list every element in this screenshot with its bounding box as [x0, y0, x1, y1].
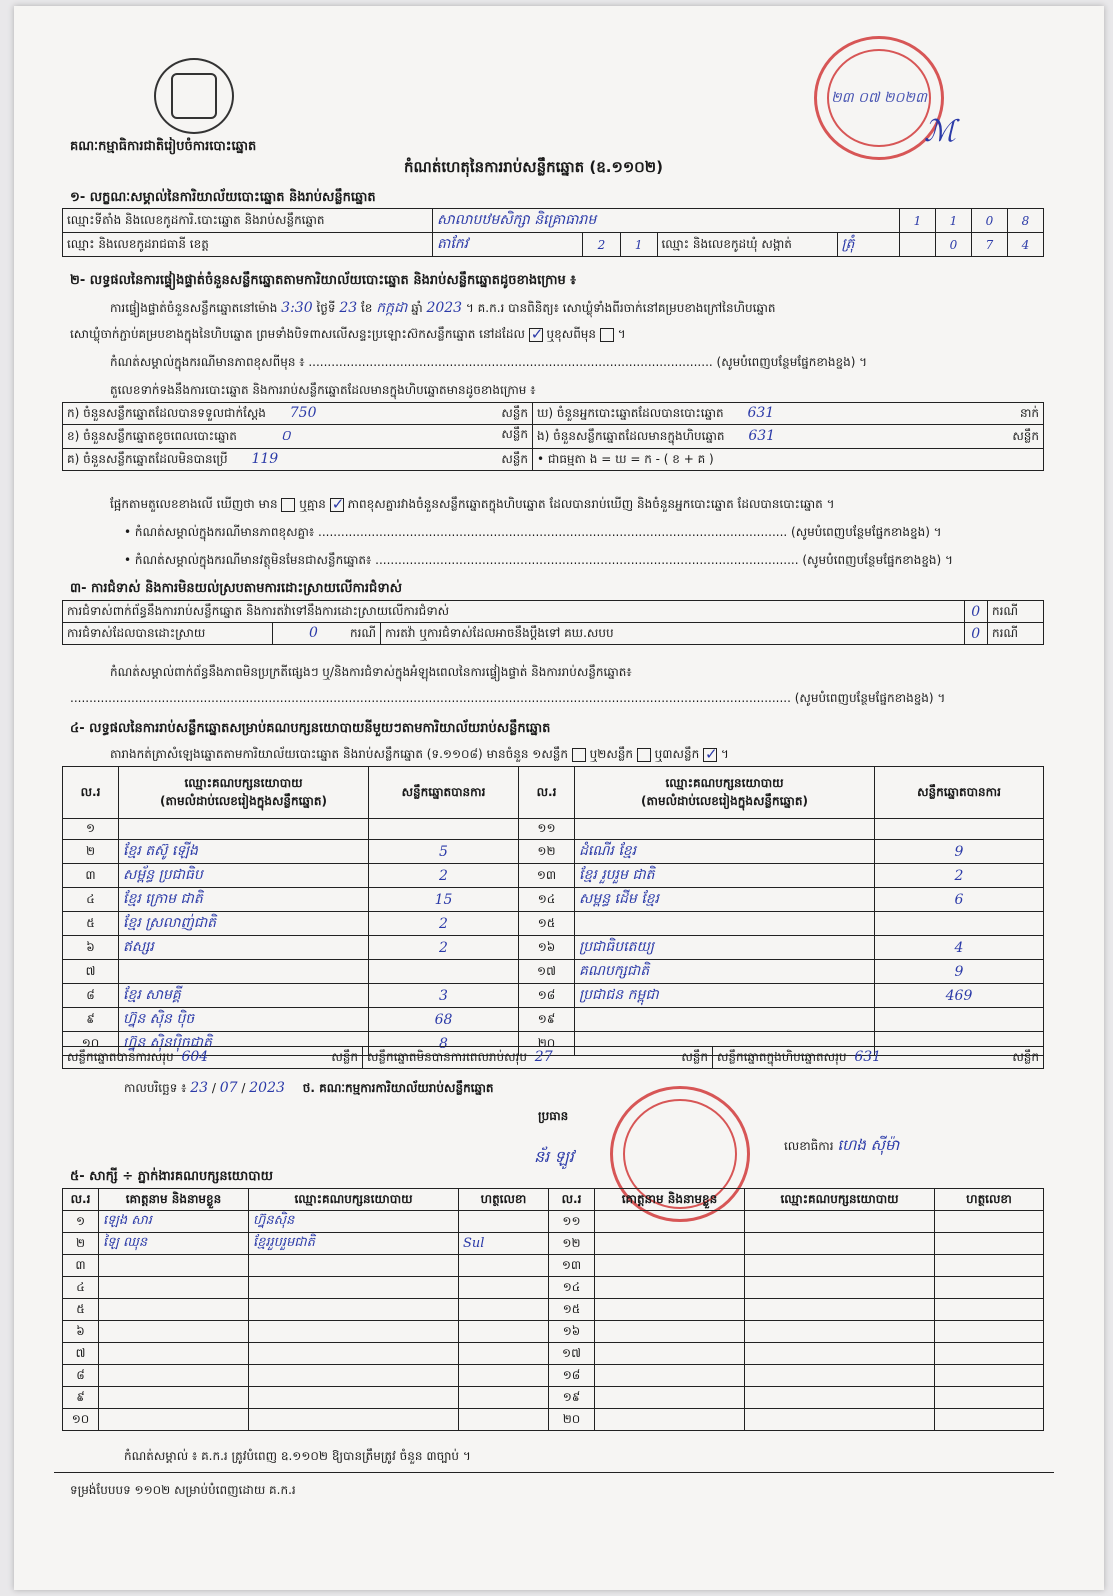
section2-heading: ២- លទ្ធផលនៃការផ្ទៀងផ្ទាត់ចំនួនសន្លឹកឆ្នោតតាមការិយាល័យបោះឆ្នោត និងរាប់សន្លឹកឆ្នោតដូចខាងក្រោម ៖	[70, 273, 576, 288]
results-votes-cell: 5	[369, 840, 519, 864]
seal-status-line: សោឃ្លុំចាក់ភ្ជាប់គម្របខាងក្នុងនៃហិបឆ្នោត ព្រមទាំងបិទពាសលើសន្ទះប្រឡោះស៊កសន្លឹកឆ្នោត នៅដដែល ✓ ឬខុសពីមុន ។	[70, 326, 626, 344]
two-sheet-checkbox[interactable]	[637, 748, 651, 762]
unchanged-checkbox[interactable]	[529, 328, 543, 342]
results-party-cell: ដំណើរ ខ្មែរ	[575, 840, 875, 864]
witness-cell: ១៥	[549, 1299, 595, 1321]
results-totals: សន្លឹកឆ្នោតបានការសរុប 604 សន្លឹក សន្លឹកឆ្នោតមិនបានការពេលរាប់សរុប 27 សន្លឹក សន្លឹកឆ្នោតក្នុងហិបឆ្នោតសរុប 631 សន្លឹក	[62, 1046, 1044, 1069]
results-party-cell: ឥស្សរ	[119, 936, 369, 960]
results-votes-cell: 9	[875, 960, 1044, 984]
form-footer: ទម្រង់បែបបទ ១១០២ សម្រាប់បំពេញដោយ គ.ក.រ	[70, 1483, 296, 1497]
results-no-cell: ១១	[519, 819, 575, 840]
witness-cell	[935, 1233, 1044, 1255]
witness-cell	[935, 1343, 1044, 1365]
location-code-1: 1	[900, 209, 936, 233]
witness-cell	[249, 1277, 459, 1299]
results-votes-cell: 68	[369, 1008, 519, 1032]
results-no-cell: ៣	[63, 864, 119, 888]
witness-cell: ៨	[63, 1365, 99, 1387]
secretary-signature: ហេង ស៊ីម៉ា	[837, 1136, 900, 1154]
witness-cell	[249, 1299, 459, 1321]
section5-heading: ៥- សាក្សី ÷ ភ្នាក់ងារគណបក្សនយោបាយ	[70, 1169, 273, 1184]
appeal-label: ការតវ៉ា ឬការជំទាស់ដែលអាចនឹងប្តឹងទៅ គឃ.សបប	[381, 623, 964, 645]
figure-b-label: ខ) ចំនួនសន្លឹកឆ្នោតខូចពេលបោះឆ្នោត	[67, 429, 237, 443]
witness-row	[63, 1409, 1044, 1431]
one-sheet-checkbox[interactable]	[572, 748, 586, 762]
witness-note: កំណត់សម្គាល់ ៖ គ.ក.រ ត្រូវបំពេញ ឧ.១១០២ ឱ្យបានត្រឹមត្រូវ ចំនួន ៣ច្បាប់ ។	[124, 1449, 471, 1463]
date-month: 07	[219, 1080, 238, 1096]
commune-code-2: 7	[972, 233, 1008, 257]
witness-cell	[935, 1211, 1044, 1233]
figures-table: ក) ចំនួនសន្លឹកឆ្នោតដែលបានទទួលជាក់ស្តែង 750 សន្លឹក ឃ) ចំនួនអ្នកបោះឆ្នោតដែលបានបោះឆ្នោត 631 នាក់ ខ) ចំនួនសន្លឹកឆ្នោតខូចពេលបោះឆ្នោត ០ សន្លឹក ង) ចំនួនសន្លឹកឆ្នោតដែលមានក្នុងហិបឆ្នោត 631 សន្លឹក គ) ចំនួនសន្លឹកឆ្នោតដែលមិនបានប្រើ 119 សន្លឹក • ជាធម្មតា ង = ឃ = ក - ( ខ + គ )	[62, 402, 1044, 471]
results-no-cell: ១៦	[519, 936, 575, 960]
results-votes-cell	[875, 819, 1044, 840]
witness-cell: ១	[63, 1211, 99, 1233]
results-party-cell	[119, 960, 369, 984]
witness-cell	[595, 1409, 745, 1431]
results-party-cell: ហ្វ៊ុន ស៊ិន ប៉ិច	[119, 1008, 369, 1032]
witness-cell: ២០	[549, 1409, 595, 1431]
province-value: តាកែវ	[433, 233, 583, 257]
commune-code-3: 4	[1008, 233, 1044, 257]
witness-cell: ១២	[549, 1233, 595, 1255]
verification-line: ការផ្ទៀងផ្ទាត់ចំនួនសន្លឹកឆ្នោតនៅម៉ោង 3:30 ថ្ងៃទី 23 ខែ កក្កដា ឆ្នាំ 2023 ។ គ.ក.រ បានពិនិត្យ៖ សោឃ្លុំទាំងពីរចាក់នៅគម្របខាងក្រៅនៃហិបឆ្នោត	[110, 300, 776, 316]
results-votes-cell: 9	[875, 840, 1044, 864]
results-party-cell: ប្រជាជន កម្ពុជា	[575, 984, 875, 1008]
witness-row	[63, 1365, 1044, 1387]
verification-year: 2023	[426, 300, 463, 316]
results-votes-cell: 15	[369, 888, 519, 912]
results-votes-cell	[369, 960, 519, 984]
witness-cell	[595, 1211, 745, 1233]
witness-row	[63, 1211, 1044, 1233]
document-page	[14, 6, 1104, 1590]
section1-heading: ១- លក្ខណៈសម្គាល់នៃការិយាល័យបោះឆ្នោត និងរាប់សន្លឹកឆ្នោត	[70, 190, 376, 205]
results-row	[63, 912, 1044, 936]
results-votes-cell	[369, 819, 519, 840]
results-no-cell: ១០	[63, 1032, 119, 1056]
date-line: កាលបរិច្ឆេទ ៖ 23 / 07 / 2023 ថ. គណៈកម្មការការិយាល័យរាប់សន្លឹកឆ្នោត	[124, 1080, 494, 1096]
figure-a-value: 750	[289, 404, 317, 421]
witness-cell	[249, 1387, 459, 1409]
witness-cell: ៥	[63, 1299, 99, 1321]
witness-cell: ហ្វ៊ុនស៊ិន	[249, 1211, 459, 1233]
witness-cell	[745, 1409, 935, 1431]
province-code-1: 2	[583, 233, 621, 257]
figure-e-value: 631	[748, 427, 776, 444]
results-votes-cell: 469	[875, 984, 1044, 1008]
figure-b-value: ០	[280, 428, 291, 444]
changed-checkbox[interactable]	[600, 328, 614, 342]
witness-cell	[745, 1277, 935, 1299]
date-day: 23	[190, 1080, 209, 1096]
witness-cell	[745, 1343, 935, 1365]
witness-cell	[935, 1277, 1044, 1299]
location-value: សាលាបឋមសិក្សា និគ្រោធារាម	[433, 209, 900, 233]
objections-table: ការជំទាស់ពាក់ព័ន្ធនឹងការរាប់សន្លឹកឆ្នោត និងការតវ៉ាទៅនឹងការដោះស្រាយលើការជំទាស់ 0 ករណី ការជំទាស់ដែលបានដោះស្រាយ 0 ករណី ការតវ៉ា ឬការជំទាស់ដែលអាចនឹងប្តឹងទៅ គឃ.សបប 0 ករណី	[62, 600, 1044, 645]
results-party-cell	[575, 1008, 875, 1032]
witness-cell	[99, 1409, 249, 1431]
province-label: ឈ្មោះ និងលេខកូដរាជធានី ខេត្ត	[63, 233, 433, 257]
witness-cell: ២	[63, 1233, 99, 1255]
irregularity-fill: ............................................................................................................................................................................................. (សូមបំពេញបន្ថែមផ្នែកខាងខ្នង) ។	[70, 691, 946, 705]
results-votes-cell: 6	[875, 888, 1044, 912]
date-year: 2023	[249, 1080, 285, 1096]
results-no-cell: ១៨	[519, 984, 575, 1008]
results-party-cell: សម្ព័ន្ធ ប្រជាធិប	[119, 864, 369, 888]
results-votes-cell: 3	[369, 984, 519, 1008]
foreign-object-note: • កំណត់សម្គាល់ក្នុងករណីមានវត្ថុមិនមែនជាសន្លឹកឆ្នោត៖ ............................................................................................................... (សូមបំពេញបន្ថែមផ្នែកខាងខ្នង) ។	[124, 553, 953, 567]
results-no-cell: ៧	[63, 960, 119, 984]
witness-cell	[595, 1277, 745, 1299]
objection-value: 0	[964, 601, 987, 623]
chair-signature: ន័រ ឡូវ	[534, 1147, 574, 1166]
chair-label: ប្រធាន	[538, 1109, 569, 1123]
section3-heading: ៣- ការជំទាស់ និងការមិនយល់ស្របតាមការដោះស្រាយលើការជំទាស់	[70, 581, 402, 596]
difference-note: • កំណត់សម្គាល់ក្នុងករណីមានភាពខុសគ្នា៖ ........................................................................................................................... (សូមបំពេញបន្ថែមផ្នែកខាងខ្នង) ។	[124, 525, 942, 539]
results-no-cell: ២	[63, 840, 119, 864]
tally-sheet-line: តារាងកត់ត្រាសំឡេងឆ្នោតតាមការិយាល័យបោះឆ្នោត និងរាប់សន្លឹកឆ្នោត (ទ.១១០៨) មានចំនួន ១សន្លឹក ឬ២សន្លឹក ឬ៣សន្លឹក ✓ ។	[110, 746, 729, 764]
witness-cell	[459, 1387, 549, 1409]
results-votes-cell: 4	[875, 936, 1044, 960]
results-party-cell: ខ្មែរ រួបរួម ជាតិ	[575, 864, 875, 888]
results-votes-cell: 2	[369, 864, 519, 888]
witness-cell	[745, 1365, 935, 1387]
no-difference-checkbox[interactable]	[330, 498, 344, 512]
witness-cell	[595, 1321, 745, 1343]
results-votes-cell: 8	[369, 1032, 519, 1056]
witness-cell	[595, 1343, 745, 1365]
witness-cell	[595, 1299, 745, 1321]
results-party-cell: ខ្មែរ តស៊ូ ឡើង	[119, 840, 369, 864]
secretary-line: លេខាធិការ ហេង ស៊ីម៉ា	[784, 1136, 900, 1154]
figure-c-value: 119	[251, 450, 279, 467]
witness-cell	[595, 1255, 745, 1277]
results-no-cell: ១២	[519, 840, 575, 864]
results-party-cell: ខ្មែរ ក្រោម ជាតិ	[119, 888, 369, 912]
witness-cell	[745, 1233, 935, 1255]
results-party-cell: គណបក្សជាតិ	[575, 960, 875, 984]
results-no-cell: ៥	[63, 912, 119, 936]
province-code-2: 1	[621, 233, 657, 256]
official-stamp-top: ២៣ ០៧ ២០២៣	[814, 36, 944, 160]
witness-cell	[99, 1299, 249, 1321]
figure-e-label: ង) ចំនួនសន្លឹកឆ្នោតដែលមានក្នុងហិបឆ្នោត	[537, 428, 725, 443]
three-sheet-checkbox[interactable]	[703, 748, 717, 762]
witness-cell	[935, 1365, 1044, 1387]
section4-heading: ៤- លទ្ធផលនៃការរាប់សន្លឹកឆ្នោតសម្រាប់គណបក្សនយោបាយនីមួយៗតាមការិយាល័យរាប់សន្លឹកឆ្នោត	[70, 721, 551, 736]
witness-cell: ១១	[549, 1211, 595, 1233]
results-no-cell: ១៣	[519, 864, 575, 888]
commune-value: ត្រុំ	[841, 236, 855, 252]
witness-row	[63, 1321, 1044, 1343]
witness-cell	[459, 1409, 549, 1431]
witness-cell	[459, 1343, 549, 1365]
results-party-cell: ខ្មែរ សាមគ្គី	[119, 984, 369, 1008]
location-code-3: 0	[972, 209, 1008, 233]
witness-cell	[99, 1255, 249, 1277]
results-row	[63, 888, 1044, 912]
witness-cell: Sul	[459, 1233, 549, 1255]
results-votes-cell: 2	[875, 864, 1044, 888]
difference-check-line: ផ្អែកតាមតួលេខខាងលើ ឃើញថា មាន ឬគ្មាន ✓ ភាពខុសគ្នារវាងចំនួនសន្លឹកឆ្នោតក្នុងហិបឆ្នោត ដែលបានរាប់ឃើញ និងចំនួនអ្នកបោះឆ្នោត ដែលបានបោះឆ្នោត ។	[110, 496, 835, 514]
witness-cell: ១៩	[549, 1387, 595, 1409]
witness-cell: ១៧	[549, 1343, 595, 1365]
results-row	[63, 984, 1044, 1008]
witness-cell	[595, 1387, 745, 1409]
figures-intro: តួលេខទាក់ទងនឹងការបោះឆ្នោត និងការរាប់សន្លឹកឆ្នោតដែលមានក្នុងហិបឆ្នោតមានដូចខាងក្រោម ៖	[110, 383, 536, 397]
witness-cell	[459, 1321, 549, 1343]
figure-c-label: គ) ចំនួនសន្លឹកឆ្នោតដែលមិនបានប្រើ	[67, 451, 228, 466]
results-no-cell: ១៩	[519, 1008, 575, 1032]
witness-cell: ឡេង សារ	[99, 1211, 249, 1233]
appeal-value: 0	[964, 623, 987, 645]
results-row	[63, 864, 1044, 888]
witness-cell	[459, 1255, 549, 1277]
witness-cell	[935, 1255, 1044, 1277]
objection-label: ការជំទាស់ពាក់ព័ន្ធនឹងការរាប់សន្លឹកឆ្នោត និងការតវ៉ាទៅនឹងការដោះស្រាយលើការជំទាស់	[63, 601, 965, 623]
results-votes-cell: 2	[369, 936, 519, 960]
witness-cell	[249, 1321, 459, 1343]
results-row	[63, 936, 1044, 960]
witness-cell: ១៦	[549, 1321, 595, 1343]
witness-cell	[935, 1321, 1044, 1343]
verification-time: 3:30	[281, 300, 313, 316]
verification-month: កក្កដា	[376, 300, 408, 316]
results-row	[63, 819, 1044, 840]
irregularity-note: កំណត់សម្គាល់ពាក់ព័ន្ធនឹងភាពមិនប្រក្រតីផ្សេងៗ ឬ/និងការជំទាស់ក្នុងអំឡុងពេលនៃការផ្ទៀងផ្ទាត់ និងការរាប់សន្លឹកឆ្នោត៖	[110, 665, 632, 679]
results-row	[63, 1008, 1044, 1032]
resolved-value: 0	[309, 624, 318, 641]
witness-cell	[99, 1365, 249, 1387]
witness-cell	[595, 1233, 745, 1255]
witness-cell	[935, 1299, 1044, 1321]
witness-row	[63, 1233, 1044, 1255]
resolved-label: ការជំទាស់ដែលបានដោះស្រាយ	[63, 623, 273, 645]
witness-row	[63, 1343, 1044, 1365]
org-name: គណៈកម្មាធិការជាតិរៀបចំការបោះឆ្នោត	[70, 139, 257, 154]
location-code-4: 8	[1008, 209, 1044, 233]
results-row	[63, 840, 1044, 864]
verification-day: 23	[339, 300, 358, 316]
witness-cell: ឡៃ ឈុន	[99, 1233, 249, 1255]
witness-cell: ៩	[63, 1387, 99, 1409]
results-votes-cell: 2	[369, 912, 519, 936]
results-no-cell: ៦	[63, 936, 119, 960]
witness-cell: ១៣	[549, 1255, 595, 1277]
signature-top: ℳ	[924, 114, 957, 149]
location-label: ឈ្មោះទីតាំង និងលេខកូដការិ.បោះឆ្នោត និងរាប់សន្លឹកឆ្នោត	[63, 209, 433, 233]
results-no-cell: ២០	[519, 1032, 575, 1056]
witness-cell	[745, 1299, 935, 1321]
witness-cell: ៧	[63, 1343, 99, 1365]
witness-row	[63, 1387, 1044, 1409]
witness-cell: ៤	[63, 1277, 99, 1299]
results-table: ល.រ ឈ្មោះគណបក្សនយោបាយ (តាមលំដាប់លេខរៀងក្នុងសន្លឹកឆ្នោត) សន្លឹកឆ្នោតបានការ ល.រ ឈ្មោះគណបក្សនយោបាយ (តាមលំដាប់លេខរៀងក្នុងសន្លឹកឆ្នោត) សន្លឹកឆ្នោតបានការ ១ ១១ ២ ខ្មែរ តស៊ូ ឡើង 5 ១២ ដំណើរ ខ្មែរ 9 ៣ សម្ព័ន្ធ ប្រជាធិប 2 ១៣ ខ្មែរ រួបរួម ជាតិ 2 ៤ ខ្មែរ ក្រោម ជាតិ 15 ១៤ សម្ពន្ធ ដើម ខ្មែរ 6 ៥ ខ្មែរ ស្រលាញ់ជាតិ 2 ១៥ ៦ ឥស្សរ 2 ១៦ ប្រជាធិបតេយ្យ 4 ៧ ១៧ គណបក្សជាតិ 9 ៨ ខ្មែរ សាមគ្គី 3 ១៨ ប្រជាជន កម្ពុជា 469 ៩ ហ្វ៊ុន ស៊ិន ប៉ិច 68 ១៩ ១០ ហ្វ៊ុន ស៊ិនប៉ិចជាតិ 8 ២០	[62, 766, 1044, 1056]
results-party-cell: ប្រជាធិបតេយ្យ	[575, 936, 875, 960]
results-party-cell	[119, 819, 369, 840]
witness-cell: ខ្មែររួបរួមជាតិ	[249, 1233, 459, 1255]
witness-cell	[935, 1387, 1044, 1409]
commune-label: ឈ្មោះ និងលេខកូដឃុំ សង្កាត់	[657, 233, 837, 256]
results-no-cell: ១៥	[519, 912, 575, 936]
witness-row	[63, 1299, 1044, 1321]
witness-cell	[745, 1321, 935, 1343]
results-no-cell: ១៤	[519, 888, 575, 912]
total-box-value: 631	[854, 1048, 882, 1065]
results-no-cell: ៩	[63, 1008, 119, 1032]
results-party-cell: ខ្មែរ ស្រលាញ់ជាតិ	[119, 912, 369, 936]
witness-cell	[745, 1387, 935, 1409]
results-party-cell	[575, 912, 875, 936]
witness-cell	[99, 1321, 249, 1343]
witness-cell	[249, 1343, 459, 1365]
total-invalid-value: 27	[534, 1048, 553, 1065]
witness-cell: ១៨	[549, 1365, 595, 1387]
results-no-cell: ១	[63, 819, 119, 840]
witness-cell	[99, 1343, 249, 1365]
witness-cell	[745, 1211, 935, 1233]
section1-table	[62, 208, 1044, 257]
witness-cell: ៦	[63, 1321, 99, 1343]
commune-code-1: 0	[936, 233, 972, 257]
witness-cell	[459, 1277, 549, 1299]
location-code-2: 1	[936, 209, 972, 233]
witness-cell	[99, 1277, 249, 1299]
results-votes-cell	[875, 1008, 1044, 1032]
witness-cell	[459, 1299, 549, 1321]
results-no-cell: ១៧	[519, 960, 575, 984]
witness-cell: ១០	[63, 1409, 99, 1431]
emblem-logo	[154, 58, 234, 134]
witness-cell	[459, 1365, 549, 1387]
results-row	[63, 960, 1044, 984]
witness-cell	[249, 1365, 459, 1387]
witness-cell: ៣	[63, 1255, 99, 1277]
difference-note-line: កំណត់សម្គាល់ក្នុងករណីមានភាពខុសពីមុន ៖ .......................................................................................................... (សូមបំពេញបន្ថែមផ្នែកខាងខ្នង) ។	[110, 355, 868, 369]
results-party-cell	[575, 819, 875, 840]
witness-cell	[935, 1409, 1044, 1431]
figure-a-label: ក) ចំនួនសន្លឹកឆ្នោតដែលបានទទួលជាក់ស្តែង	[67, 405, 266, 420]
results-no-cell: ៨	[63, 984, 119, 1008]
witness-table: ល.រ គោត្តនាម និងនាមខ្លួន ឈ្មោះគណបក្សនយោបាយ ហត្ថលេខា ល.រ គោត្តនាម និងនាមខ្លួន ឈ្មោះគណបក្សនយោបាយ ហត្ថលេខា ១ ឡេង សារ ហ្វ៊ុនស៊ិន ១១ ២ ឡៃ ឈុន ខ្មែររួបរួមជាតិ Sul ១២ ៣ ១៣ ៤ ១៤ ៥ ១៥ ៦ ១៦ ៧ ១៧ ៨ ១៨ ៩ ១៩ ១០ ២០	[62, 1188, 1044, 1431]
witness-cell	[459, 1211, 549, 1233]
figure-d-label: ឃ) ចំនួនអ្នកបោះឆ្នោតដែលបានបោះឆ្នោត	[537, 405, 724, 420]
figures-formula: • ជាធម្មតា ង = ឃ = ក - ( ខ + គ )	[533, 449, 1044, 471]
witness-cell	[745, 1255, 935, 1277]
witness-cell	[595, 1365, 745, 1387]
figure-d-value: 631	[747, 404, 775, 421]
document-title: កំណត់ហេតុនៃការរាប់សន្លឹកឆ្នោត (ឧ.១១០២)	[404, 158, 664, 176]
witness-cell	[249, 1255, 459, 1277]
witness-cell: ១៤	[549, 1277, 595, 1299]
witness-cell	[249, 1409, 459, 1431]
results-party-cell: សម្ពន្ធ ដើម ខ្មែរ	[575, 888, 875, 912]
has-difference-checkbox[interactable]	[281, 498, 295, 512]
witness-cell	[99, 1387, 249, 1409]
witness-row	[63, 1277, 1044, 1299]
witness-row	[63, 1255, 1044, 1277]
results-party-cell: ហ្វ៊ុន ស៊ិនប៉ិចជាតិ	[119, 1032, 369, 1056]
results-votes-cell	[875, 912, 1044, 936]
committee-label: ថ. គណៈកម្មការការិយាល័យរាប់សន្លឹកឆ្នោត	[302, 1081, 494, 1095]
results-no-cell: ៤	[63, 888, 119, 912]
total-valid-value: 604	[181, 1048, 209, 1065]
